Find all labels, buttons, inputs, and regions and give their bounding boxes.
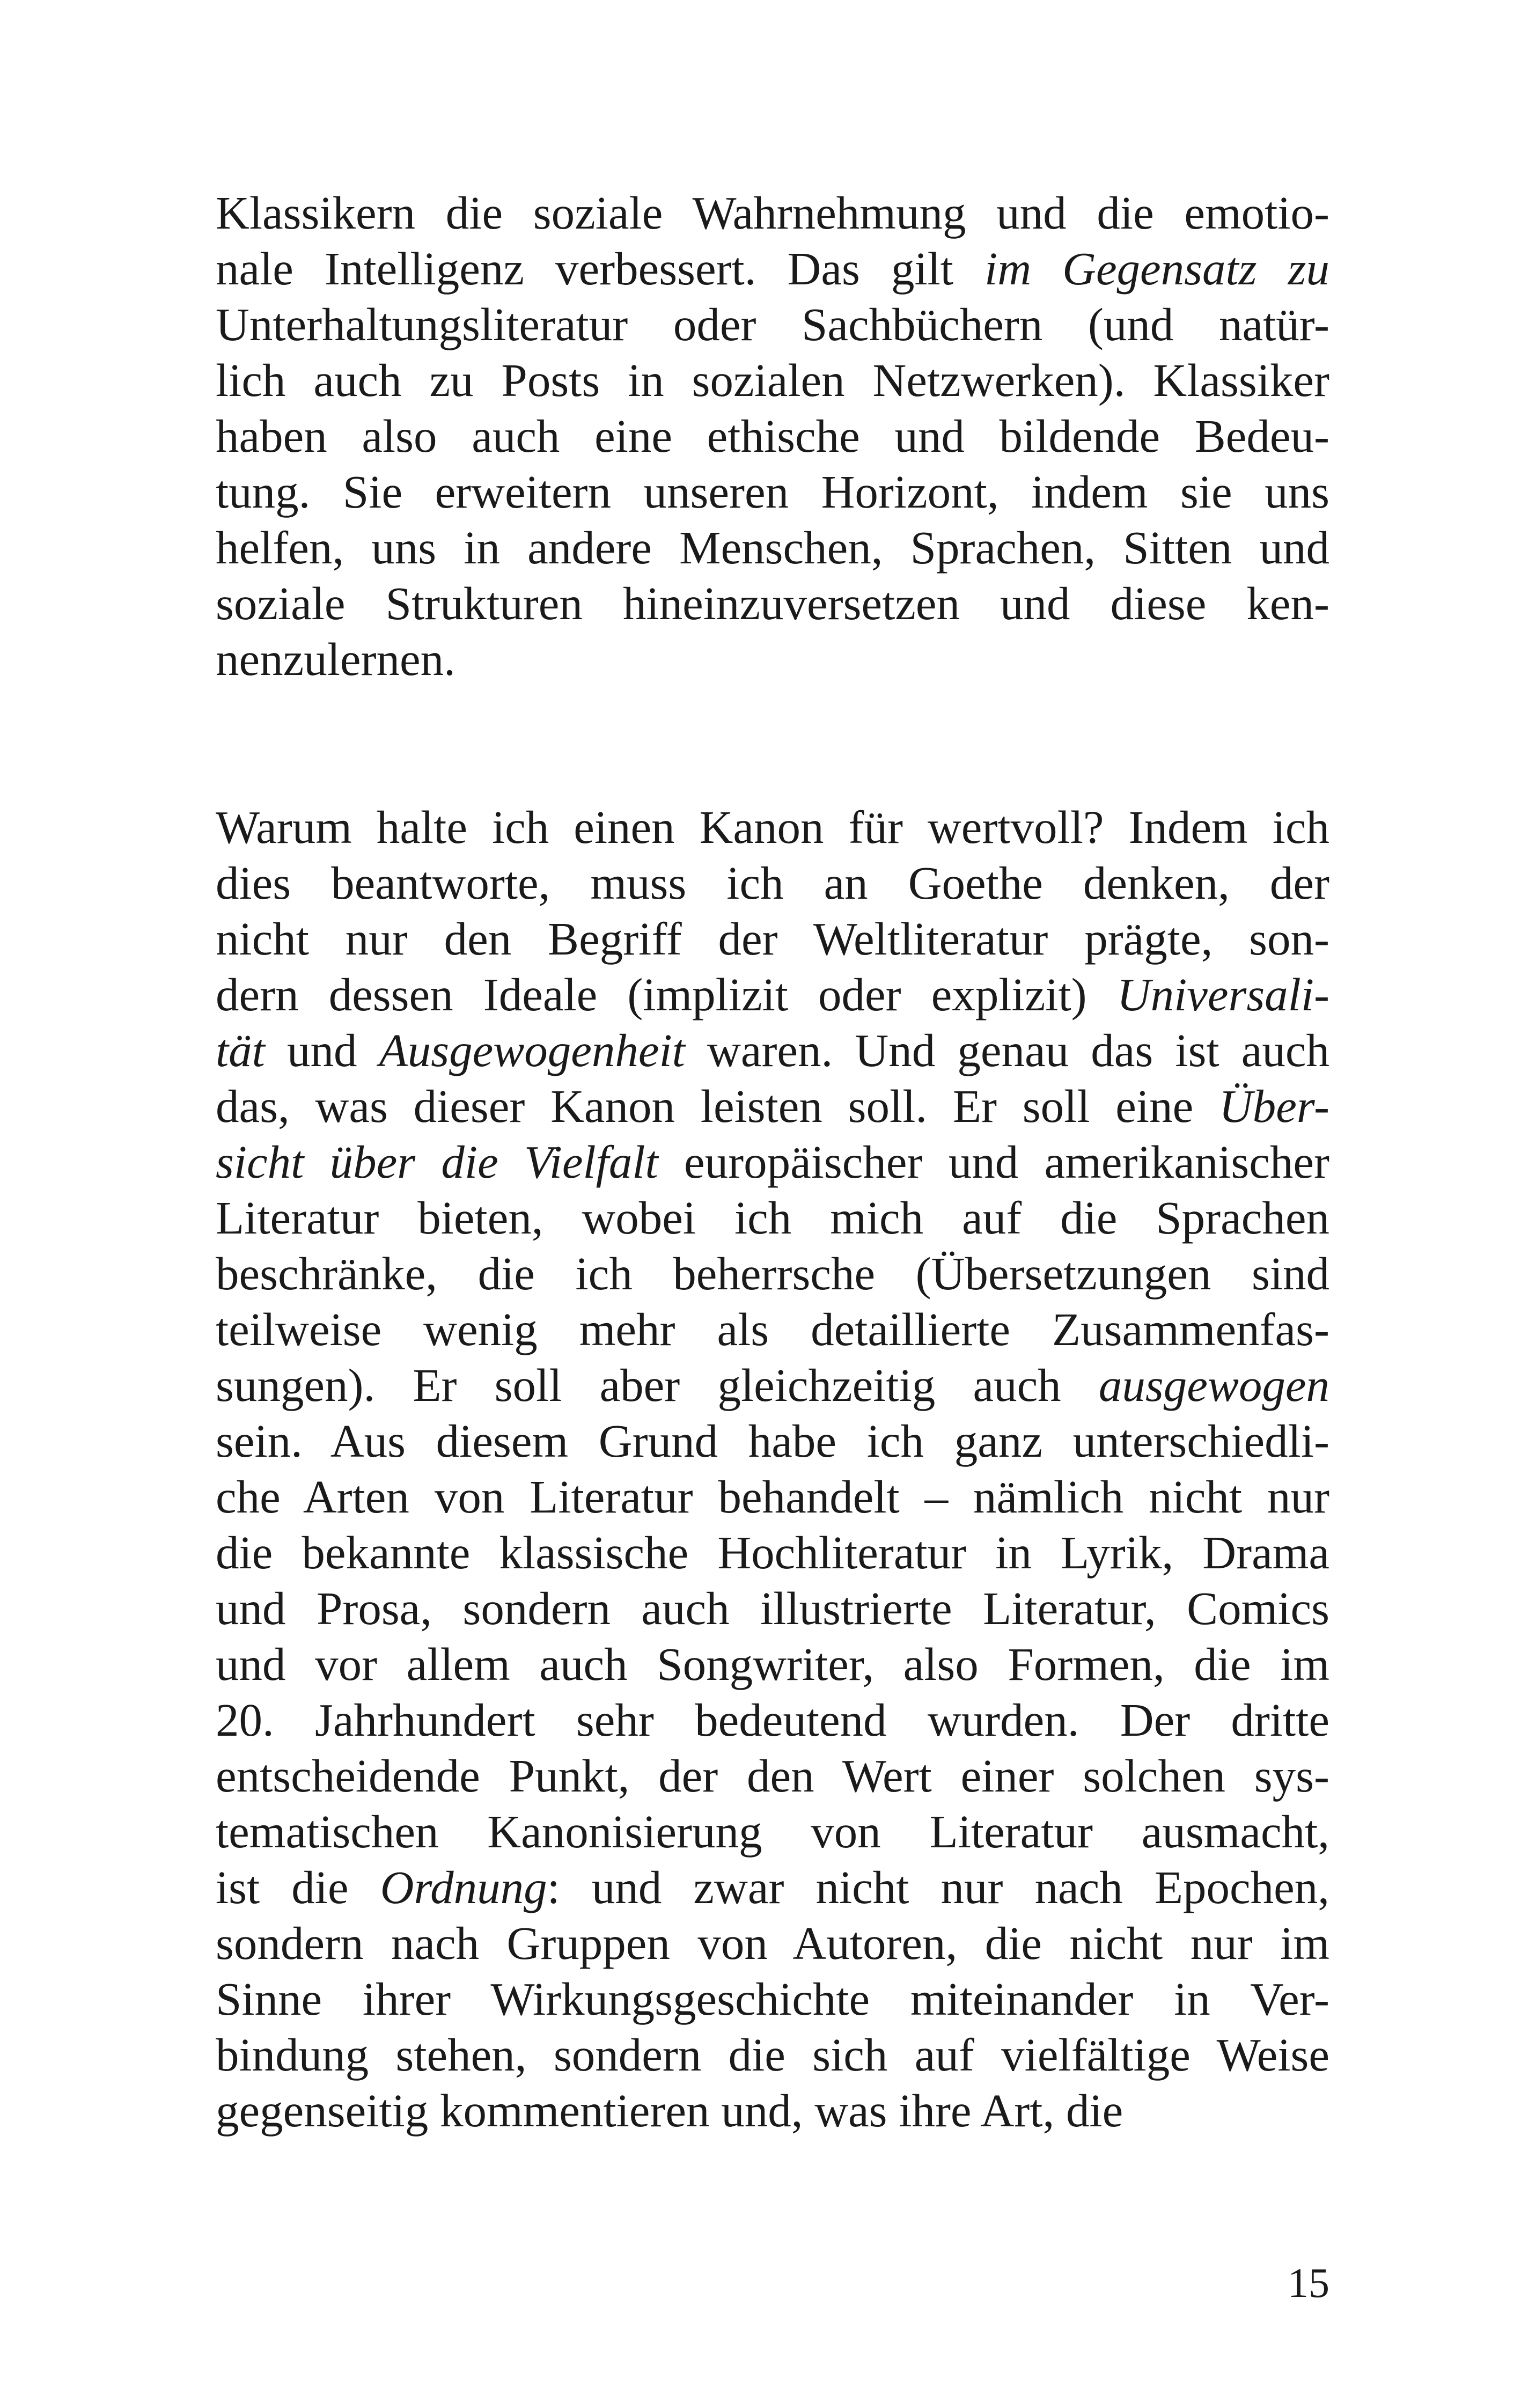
text-line [216,1078,1329,1134]
text-line [216,911,1329,967]
text-line [216,967,1329,1023]
text-segment: beschränke, die ich beherrsche (Übersetzungen sind [216,1247,1329,1300]
text-line [216,408,1329,464]
text-line [216,1748,1329,1804]
text-segment: helfen, uns in andere Menschen, Sprachen, Sitten und [216,522,1329,574]
paragraph-2 [216,799,1329,2139]
text-segment: tematischen Kanonisierung von Literatur ausmacht, [216,1805,1329,1858]
text-line [216,1860,1329,1915]
text-line [216,1915,1329,1971]
italic-text: im Gegensatz zu [984,243,1329,295]
italic-text: Universali- [1116,968,1329,1021]
paragraph-1 [216,185,1329,687]
text-segment: Klassikern die soziale Wahrnehmung und die emotio- [216,187,1329,239]
italic-text: Über- [1218,1080,1329,1132]
italic-text: tät [216,1024,265,1076]
text-segment: haben also auch eine ethische und bildende Bedeu- [216,410,1329,462]
text-line [216,297,1329,353]
text-line [216,1971,1329,2027]
text-line [216,1469,1329,1525]
text-segment: nenzulernen. [216,633,455,685]
text-line [216,855,1329,911]
text-line [216,799,1329,855]
text-segment: bindung stehen, sondern die sich auf vielfältige Weise [216,2029,1329,2081]
text-line [216,1804,1329,1860]
text-line [216,1413,1329,1469]
text-line [216,1190,1329,1246]
text-segment: dies beantworte, muss ich an Goethe denken, der [216,857,1329,909]
text-segment: gegenseitig kommentieren und, was ihre Art, die [216,2084,1123,2137]
text-segment: waren. Und genau das ist auch [685,1024,1329,1076]
text-line [216,1302,1329,1357]
text-line [216,464,1329,520]
text-segment: nicht nur den Begriff der Weltliteratur prägte, son- [216,913,1329,965]
text-segment: 20. Jahrhundert sehr bedeutend wurden. Der dritte [216,1694,1329,1746]
text-line [216,632,1329,687]
text-segment: und vor allem auch Songwriter, also Formen, die im [216,1638,1329,1690]
text-line [216,1023,1329,1078]
text-line [216,1525,1329,1581]
text-segment: die bekannte klassische Hochliteratur in Lyrik, Drama [216,1526,1329,1579]
text-segment: Unterhaltungsliteratur oder Sachbüchern (und natür- [216,298,1329,350]
text-line [216,2083,1329,2139]
text-line [216,576,1329,632]
text-segment: europäischer und amerikanischer [658,1136,1329,1188]
text-segment: sungen). Er soll aber gleichzeitig auch [216,1359,1099,1411]
italic-text: Ordnung [380,1861,547,1913]
text-segment: ist die [216,1861,380,1913]
text-segment: : und zwar nicht nur nach Epochen, [547,1861,1329,1913]
text-segment: nale Intelligenz verbessert. Das gilt [216,243,985,295]
text-line [216,241,1329,297]
text-segment: che Arten von Literatur behandelt – nämlich nicht nur [216,1471,1329,1523]
text-segment: soziale Strukturen hineinzuversetzen und diese ken- [216,577,1329,629]
text-line [216,1581,1329,1636]
text-line [216,1692,1329,1748]
text-segment: dern dessen Ideale (implizit oder explizit) [216,968,1117,1021]
text-segment: Sinne ihrer Wirkungsgeschichte miteinander in Ver- [216,1973,1329,2025]
text-segment: entscheidende Punkt, der den Wert einer solchen sys- [216,1750,1329,1802]
text-segment: sondern nach Gruppen von Autoren, die nicht nur im [216,1917,1329,1969]
text-segment: das, was dieser Kanon leisten soll. Er soll eine [216,1080,1219,1132]
text-line [216,1636,1329,1692]
text-line [216,353,1329,408]
text-segment: teilweise wenig mehr als detaillierte Zusammenfas- [216,1303,1329,1355]
text-line [216,520,1329,576]
text-segment: Literatur bieten, wobei ich mich auf die Sprachen [216,1192,1329,1244]
text-segment: sein. Aus diesem Grund habe ich ganz unterschiedli- [216,1415,1329,1467]
text-segment: und [264,1024,379,1076]
text-segment: und Prosa, sondern auch illustrierte Literatur, Comics [216,1582,1329,1634]
italic-text: Ausgewogenheit [379,1024,685,1076]
text-line [216,1357,1329,1413]
text-line [216,1134,1329,1190]
italic-text: sicht über die Vielfalt [216,1136,658,1188]
italic-text: ausgewogen [1098,1359,1329,1411]
text-segment: tung. Sie erweitern unseren Horizont, indem sie uns [216,466,1329,518]
text-line [216,2027,1329,2083]
text-line [216,185,1329,241]
text-segment: Warum halte ich einen Kanon für wertvoll? Indem ich [216,801,1329,853]
text-segment: lich auch zu Posts in sozialen Netzwerken). Klassiker [216,354,1329,406]
text-line [216,1246,1329,1302]
page-number: 15 [1288,2259,1329,2306]
